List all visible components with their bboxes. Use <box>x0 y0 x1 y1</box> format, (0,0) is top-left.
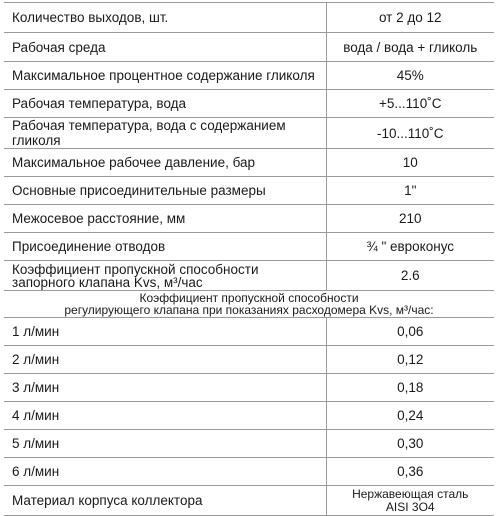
row-label: Максимальное процентное содержание гликоля <box>4 62 326 90</box>
row-label: Количество выходов, шт. <box>4 3 326 33</box>
row-label: Рабочая температура, вода <box>4 90 326 118</box>
table-row <box>4 90 494 118</box>
flow-label: 5 л/мин <box>4 430 326 458</box>
table-row <box>4 430 494 458</box>
table-row <box>4 205 494 233</box>
table-row <box>4 149 494 177</box>
material-row <box>4 486 494 516</box>
table-row <box>4 458 494 486</box>
kvs-shutoff-label-line1: Коэффициент пропускной способности <box>12 261 259 277</box>
row-value: вода / вода + гликоль <box>326 33 494 62</box>
kvs-regulating-header <box>4 291 494 318</box>
flow-value: 0,36 <box>326 458 494 486</box>
kvs-regulating-header-row <box>4 291 494 318</box>
table-row <box>4 374 494 402</box>
flow-label: 1 л/мин <box>4 318 326 346</box>
row-label: Рабочая температура, вода с содержанием гликоля <box>4 118 326 149</box>
material-label: Материал корпуса коллектора <box>4 486 326 516</box>
row-value: 10 <box>326 149 494 177</box>
flow-label: 3 л/мин <box>4 374 326 402</box>
row-label: Присоединение отводов <box>4 233 326 261</box>
row-value: 45% <box>326 62 494 90</box>
kvs-regulating-header-line2: регулирующего клапана при показаниях расходомера Kvs, м³/час: <box>64 303 434 317</box>
table-row <box>4 62 494 90</box>
table-row <box>4 346 494 374</box>
row-label: Максимальное рабочее давление, бар <box>4 149 326 177</box>
flow-value: 0,24 <box>326 402 494 430</box>
specifications-table <box>4 2 494 516</box>
kvs-shutoff-label <box>4 261 326 291</box>
table-row <box>4 3 494 33</box>
kvs-shutoff-label-line2: запорного клапана Kvs, м³/час <box>12 274 203 290</box>
material-value <box>326 486 494 516</box>
row-value: -10...110˚С <box>326 118 494 149</box>
material-value-line1: Нержавеющая сталь <box>352 486 469 501</box>
row-label: Рабочая среда <box>4 33 326 62</box>
table-row <box>4 33 494 62</box>
material-value-line2: AISI 3О4 <box>385 499 435 514</box>
table-row <box>4 233 494 261</box>
kvs-shutoff-row <box>4 261 494 291</box>
kvs-shutoff-value: 2.6 <box>326 261 494 291</box>
kvs-regulating-header-line1: Коэффициент пропускной способности <box>139 291 359 305</box>
table-row <box>4 402 494 430</box>
table-row <box>4 318 494 346</box>
flow-label: 6 л/мин <box>4 458 326 486</box>
row-value: ¾ " евроконус <box>326 233 494 261</box>
table-row <box>4 118 494 149</box>
flow-value: 0,06 <box>326 318 494 346</box>
flow-label: 4 л/мин <box>4 402 326 430</box>
row-value: +5...110˚С <box>326 90 494 118</box>
row-label: Межосевое расстояние, мм <box>4 205 326 233</box>
row-value: 210 <box>326 205 494 233</box>
flow-value: 0,30 <box>326 430 494 458</box>
row-value: 1" <box>326 177 494 205</box>
row-value: от 2 до 12 <box>326 3 494 33</box>
flow-value: 0,18 <box>326 374 494 402</box>
flow-label: 2 л/мин <box>4 346 326 374</box>
flow-value: 0,12 <box>326 346 494 374</box>
table-row <box>4 177 494 205</box>
row-label: Основные присоединительные размеры <box>4 177 326 205</box>
